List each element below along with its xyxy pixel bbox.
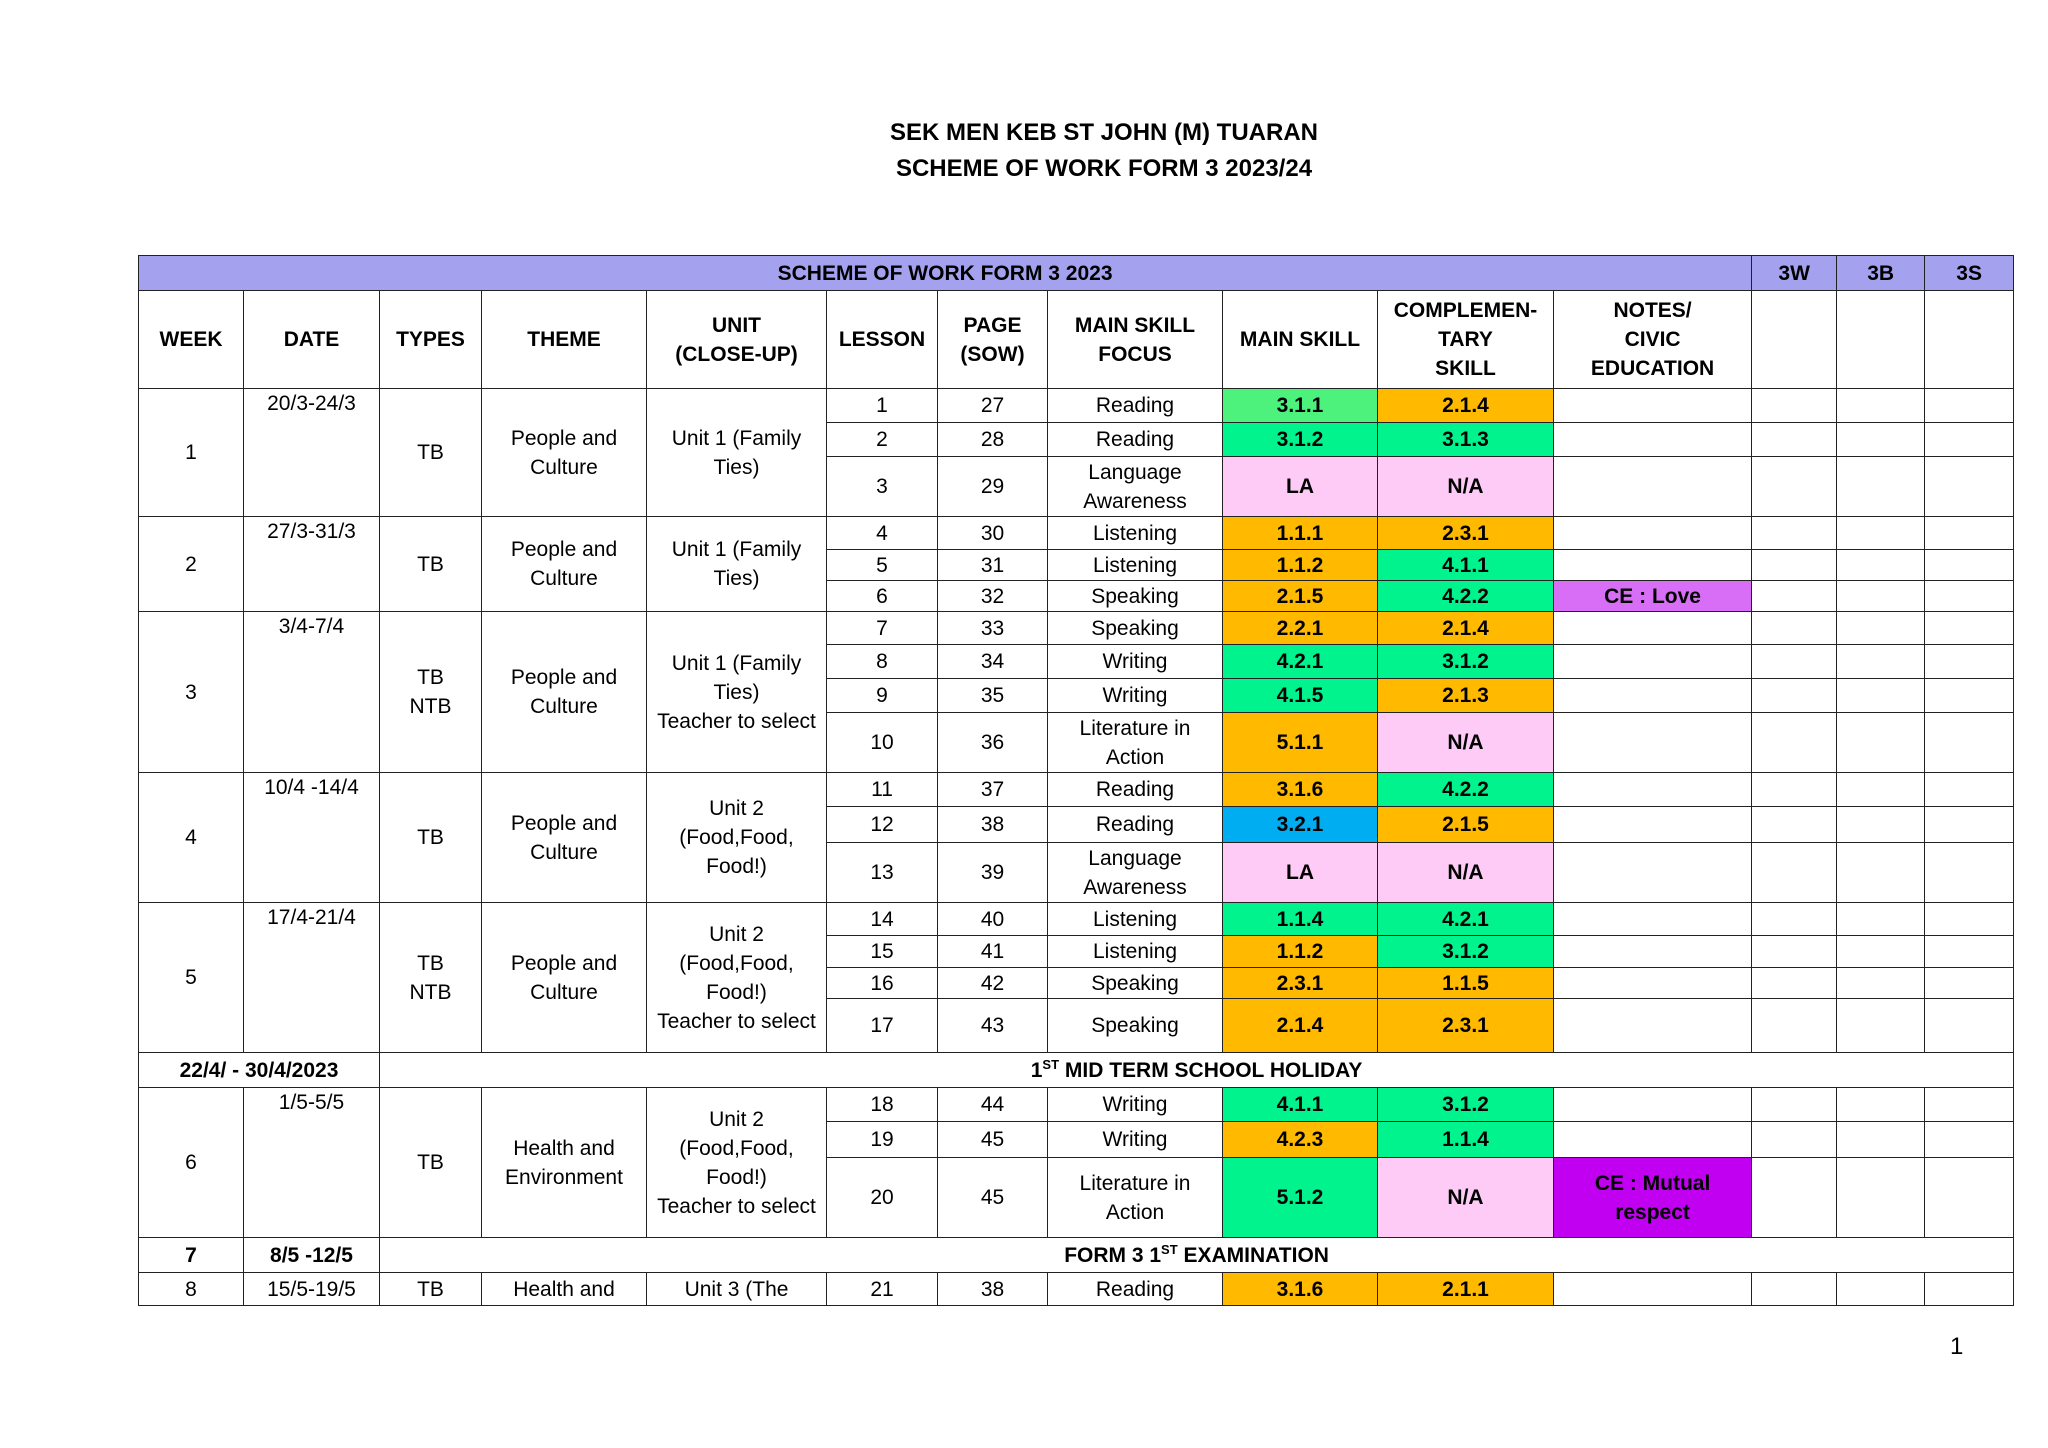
holiday-row: [139, 1053, 2014, 1088]
main-skill-cell: 4.2.1: [1223, 645, 1378, 679]
class-cell: [1837, 389, 1925, 423]
comp-skill-cell: 2.1.3: [1378, 679, 1554, 713]
theme-cell: People and Culture: [482, 773, 647, 903]
focus-cell: Reading: [1048, 773, 1223, 807]
comp-skill-cell: N/A: [1378, 457, 1554, 517]
page-cell: 30: [938, 517, 1048, 550]
focus-cell: Writing: [1048, 679, 1223, 713]
date-cell: 20/3-24/3: [244, 389, 380, 517]
theme-cell: Health and Environment: [482, 1088, 647, 1238]
comp-skill-header: COMPLEMEN- TARY SKILL: [1378, 291, 1554, 389]
lesson-cell: 6: [827, 581, 938, 612]
main-skill-cell: 4.1.1: [1223, 1088, 1378, 1122]
types-header: TYPES: [380, 291, 482, 389]
focus-cell: Writing: [1048, 1088, 1223, 1122]
notes-cell: [1554, 389, 1752, 423]
civic-education-badge: CE : Mutual respect: [1554, 1158, 1752, 1238]
page-cell: 36: [938, 713, 1048, 773]
main-skill-cell: 3.1.1: [1223, 389, 1378, 423]
unit-cell: Unit 3 (The: [647, 1273, 827, 1306]
lesson-cell: 7: [827, 612, 938, 645]
lesson-cell: 5: [827, 550, 938, 581]
lesson-cell: 13: [827, 843, 938, 903]
page-cell: 39: [938, 843, 1048, 903]
main-skill-cell: 2.2.1: [1223, 612, 1378, 645]
lesson-cell: 18: [827, 1088, 938, 1122]
theme-cell: People and Culture: [482, 612, 647, 773]
focus-cell: Speaking: [1048, 968, 1223, 999]
theme-header: THEME: [482, 291, 647, 389]
table-row: [139, 903, 2014, 936]
date-cell: 17/4-21/4: [244, 903, 380, 1053]
comp-skill-cell: 4.1.1: [1378, 550, 1554, 581]
notes-header: NOTES/ CIVIC EDUCATION: [1554, 291, 1752, 389]
theme-cell: People and Culture: [482, 903, 647, 1053]
comp-skill-cell: 3.1.3: [1378, 423, 1554, 457]
lesson-cell: 12: [827, 807, 938, 843]
week-cell: 8: [139, 1273, 244, 1306]
holiday-label: 1ST MID TERM SCHOOL HOLIDAY: [380, 1053, 2014, 1088]
types-cell: TB: [380, 389, 482, 517]
focus-cell: Literature in Action: [1048, 713, 1223, 773]
main-skill-cell: 2.1.5: [1223, 581, 1378, 612]
table-row: [139, 1088, 2014, 1122]
main-skill-cell: 4.1.5: [1223, 679, 1378, 713]
week-header: WEEK: [139, 291, 244, 389]
main-skill-cell: 1.1.2: [1223, 550, 1378, 581]
unit-cell: Unit 1 (Family Ties): [647, 517, 827, 612]
main-skill-cell: 1.1.1: [1223, 517, 1378, 550]
main-skill-cell: 5.1.2: [1223, 1158, 1378, 1238]
unit-cell: Unit 2 (Food,Food, Food!) Teacher to select: [647, 1088, 827, 1238]
page-cell: 38: [938, 1273, 1048, 1306]
main-skill-cell: 3.1.6: [1223, 773, 1378, 807]
comp-skill-cell: 3.1.2: [1378, 936, 1554, 968]
week-cell: 1: [139, 389, 244, 517]
lesson-cell: 21: [827, 1273, 938, 1306]
main-skill-cell: LA: [1223, 457, 1378, 517]
comp-skill-cell: 2.3.1: [1378, 517, 1554, 550]
page-cell: 33: [938, 612, 1048, 645]
comp-skill-cell: 2.1.4: [1378, 612, 1554, 645]
focus-cell: Listening: [1048, 517, 1223, 550]
page-cell: 41: [938, 936, 1048, 968]
main-skill-cell: 3.1.2: [1223, 423, 1378, 457]
week-cell: 2: [139, 517, 244, 612]
page-cell: 45: [938, 1158, 1048, 1238]
theme-cell: Health and: [482, 1273, 647, 1306]
page-cell: 27: [938, 389, 1048, 423]
types-cell: TB: [380, 517, 482, 612]
focus-cell: Literature in Action: [1048, 1158, 1223, 1238]
focus-cell: Reading: [1048, 807, 1223, 843]
main-skill-cell: 5.1.1: [1223, 713, 1378, 773]
main-skill-cell: 3.1.6: [1223, 1273, 1378, 1306]
lesson-cell: 8: [827, 645, 938, 679]
lesson-cell: 11: [827, 773, 938, 807]
page-header: PAGE (SOW): [938, 291, 1048, 389]
main-skill-header: MAIN SKILL: [1223, 291, 1378, 389]
main-skill-cell: 1.1.2: [1223, 936, 1378, 968]
focus-cell: Reading: [1048, 1273, 1223, 1306]
page-cell: 28: [938, 423, 1048, 457]
date-cell: 3/4-7/4: [244, 612, 380, 773]
focus-cell: Writing: [1048, 1122, 1223, 1158]
main-skill-cell: 2.1.4: [1223, 999, 1378, 1053]
comp-skill-cell: 4.2.2: [1378, 581, 1554, 612]
focus-cell: Listening: [1048, 936, 1223, 968]
theme-cell: People and Culture: [482, 517, 647, 612]
class-3s-cell: [1925, 291, 2014, 389]
exam-row: [139, 1238, 2014, 1273]
table-row: [139, 1273, 2014, 1306]
week-cell: 3: [139, 612, 244, 773]
page-number: 1: [1950, 1333, 1964, 1360]
focus-cell: Speaking: [1048, 581, 1223, 612]
week-cell: 5: [139, 903, 244, 1053]
lesson-cell: 16: [827, 968, 938, 999]
page-cell: 37: [938, 773, 1048, 807]
comp-skill-cell: N/A: [1378, 1158, 1554, 1238]
main-skill-cell: 3.2.1: [1223, 807, 1378, 843]
page-cell: 38: [938, 807, 1048, 843]
focus-cell: Reading: [1048, 389, 1223, 423]
focus-header: MAIN SKILL FOCUS: [1048, 291, 1223, 389]
comp-skill-cell: 4.2.1: [1378, 903, 1554, 936]
comp-skill-cell: 1.1.4: [1378, 1122, 1554, 1158]
types-cell: TB NTB: [380, 903, 482, 1053]
date-cell: 10/4 -14/4: [244, 773, 380, 903]
lesson-cell: 20: [827, 1158, 938, 1238]
main-skill-cell: LA: [1223, 843, 1378, 903]
class-cell: [1925, 389, 2014, 423]
types-cell: TB NTB: [380, 612, 482, 773]
focus-cell: Language Awareness: [1048, 843, 1223, 903]
week-cell: 7: [139, 1238, 244, 1273]
table-banner: SCHEME OF WORK FORM 3 2023: [139, 256, 1752, 291]
date-cell: 1/5-5/5: [244, 1088, 380, 1238]
focus-cell: Speaking: [1048, 999, 1223, 1053]
class-3s-header: 3S: [1925, 256, 2014, 291]
comp-skill-cell: 3.1.2: [1378, 1088, 1554, 1122]
lesson-cell: 4: [827, 517, 938, 550]
holiday-date: 22/4/ - 30/4/2023: [139, 1053, 380, 1088]
types-cell: TB: [380, 1273, 482, 1306]
comp-skill-cell: 2.1.1: [1378, 1273, 1554, 1306]
comp-skill-cell: 2.3.1: [1378, 999, 1554, 1053]
lesson-cell: 10: [827, 713, 938, 773]
date-cell: 27/3-31/3: [244, 517, 380, 612]
page-cell: 44: [938, 1088, 1048, 1122]
page-cell: 34: [938, 645, 1048, 679]
lesson-cell: 1: [827, 389, 938, 423]
unit-cell: Unit 1 (Family Ties) Teacher to select: [647, 612, 827, 773]
page-cell: 42: [938, 968, 1048, 999]
comp-skill-cell: 3.1.2: [1378, 645, 1554, 679]
table-row: [139, 517, 2014, 550]
class-3w-cell: [1752, 291, 1837, 389]
column-header-row: [139, 291, 2014, 389]
class-cell: [1752, 389, 1837, 423]
date-cell: 8/5 -12/5: [244, 1238, 380, 1273]
class-3b-cell: [1837, 291, 1925, 389]
lesson-cell: 17: [827, 999, 938, 1053]
date-cell: 15/5-19/5: [244, 1273, 380, 1306]
comp-skill-cell: 2.1.5: [1378, 807, 1554, 843]
document-title: [0, 115, 2048, 187]
page-cell: 32: [938, 581, 1048, 612]
lesson-cell: 2: [827, 423, 938, 457]
page-cell: 43: [938, 999, 1048, 1053]
exam-label: FORM 3 1ST EXAMINATION: [380, 1238, 2014, 1273]
focus-cell: Writing: [1048, 645, 1223, 679]
main-skill-cell: 4.2.3: [1223, 1122, 1378, 1158]
unit-header: UNIT (CLOSE-UP): [647, 291, 827, 389]
main-skill-cell: 2.3.1: [1223, 968, 1378, 999]
focus-cell: Speaking: [1048, 612, 1223, 645]
page-cell: 29: [938, 457, 1048, 517]
scheme-of-work-table: [138, 255, 2014, 1306]
types-cell: TB: [380, 773, 482, 903]
page-cell: 45: [938, 1122, 1048, 1158]
week-cell: 6: [139, 1088, 244, 1238]
school-name: SEK MEN KEB ST JOHN (M) TUARAN: [889, 119, 1318, 146]
civic-education-badge: CE : Love: [1554, 581, 1752, 612]
focus-cell: Language Awareness: [1048, 457, 1223, 517]
page-cell: 31: [938, 550, 1048, 581]
theme-cell: People and Culture: [482, 389, 647, 517]
banner-row: [139, 256, 2014, 291]
document-subtitle: SCHEME OF WORK FORM 3 2023/24: [895, 155, 1313, 182]
lesson-cell: 14: [827, 903, 938, 936]
lesson-cell: 3: [827, 457, 938, 517]
focus-cell: Reading: [1048, 423, 1223, 457]
comp-skill-cell: 2.1.4: [1378, 389, 1554, 423]
lesson-cell: 9: [827, 679, 938, 713]
date-header: DATE: [244, 291, 380, 389]
unit-cell: Unit 2 (Food,Food, Food!): [647, 773, 827, 903]
table-row: [139, 612, 2014, 645]
comp-skill-cell: N/A: [1378, 843, 1554, 903]
types-cell: TB: [380, 1088, 482, 1238]
week-cell: 4: [139, 773, 244, 903]
page-cell: 35: [938, 679, 1048, 713]
comp-skill-cell: 4.2.2: [1378, 773, 1554, 807]
comp-skill-cell: 1.1.5: [1378, 968, 1554, 999]
lesson-header: LESSON: [827, 291, 938, 389]
unit-cell: Unit 2 (Food,Food, Food!) Teacher to select: [647, 903, 827, 1053]
comp-skill-cell: N/A: [1378, 713, 1554, 773]
focus-cell: Listening: [1048, 550, 1223, 581]
unit-cell: Unit 1 (Family Ties): [647, 389, 827, 517]
lesson-cell: 15: [827, 936, 938, 968]
class-3w-header: 3W: [1752, 256, 1837, 291]
focus-cell: Listening: [1048, 903, 1223, 936]
main-skill-cell: 1.1.4: [1223, 903, 1378, 936]
table-row: [139, 389, 2014, 423]
page-cell: 40: [938, 903, 1048, 936]
table-row: [139, 773, 2014, 807]
class-3b-header: 3B: [1837, 256, 1925, 291]
lesson-cell: 19: [827, 1122, 938, 1158]
